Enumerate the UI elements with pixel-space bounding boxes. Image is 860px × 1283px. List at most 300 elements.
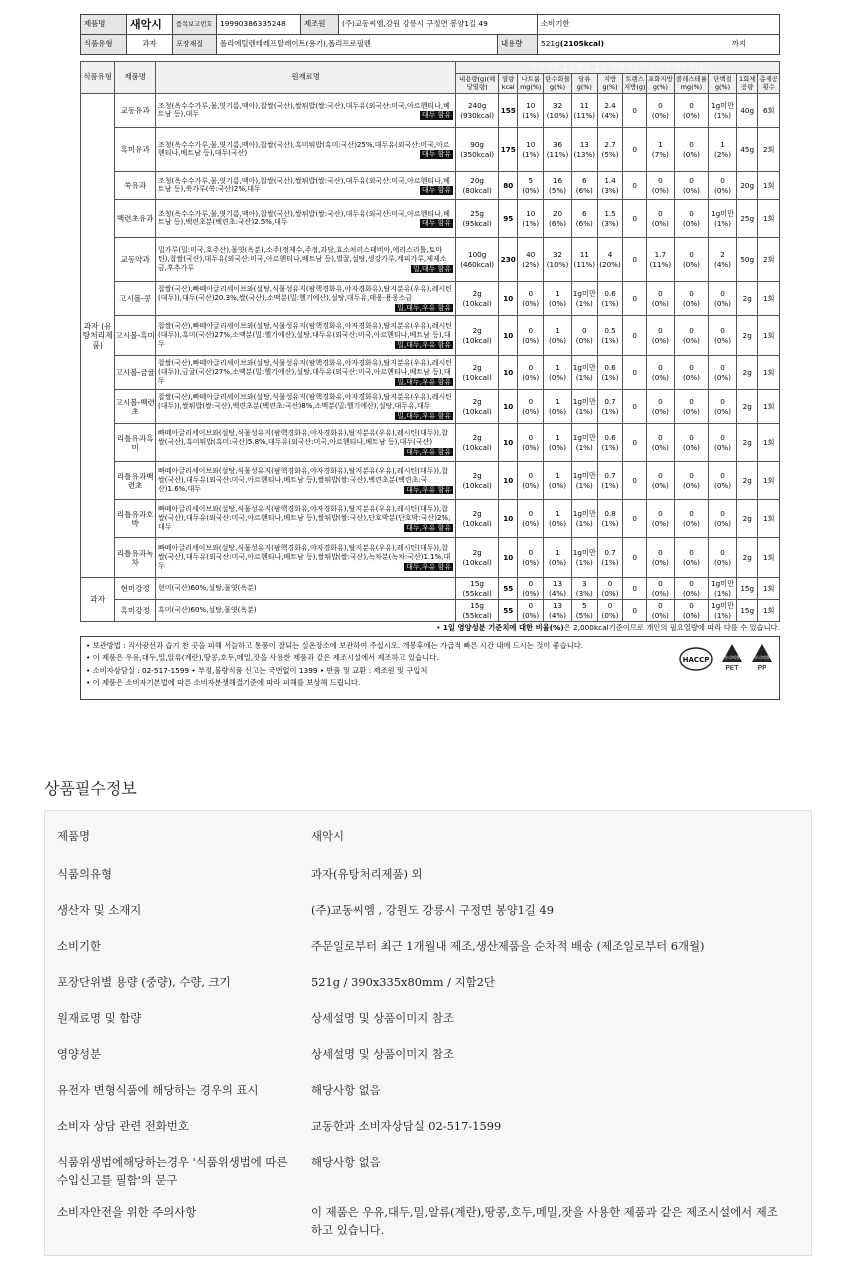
carb-cell <box>544 316 572 356</box>
fat-cell-sub: (3%) <box>601 218 619 228</box>
content-cell <box>456 200 499 238</box>
protein-cell-value: 0 <box>720 433 725 443</box>
sat-fat-cell-sub: (0%) <box>651 588 669 598</box>
nutrition-table <box>80 61 780 622</box>
content-cell <box>456 424 499 462</box>
report-no: 19990386335248 <box>217 15 301 35</box>
sodium-cell-sub: (0%) <box>522 480 540 490</box>
product-row <box>81 200 780 238</box>
carb-cell-value: 13 <box>552 601 563 611</box>
nutrition-col-head: 콜레스테롤mg(%) <box>674 74 708 94</box>
sugar-cell-sub: (1%) <box>575 372 593 382</box>
sat-fat-cell-value: 0 <box>658 397 663 407</box>
sat-fat-cell <box>646 356 674 390</box>
carb-cell <box>544 600 572 622</box>
cholesterol-cell-sub: (0%) <box>682 557 700 567</box>
sugar-cell <box>571 424 597 462</box>
fat-cell <box>597 356 623 390</box>
sodium-cell-value: 0 <box>528 548 534 558</box>
serving-cell: 20g <box>736 172 757 200</box>
recycle-icon <box>721 643 743 663</box>
protein-cell-sub: (0%) <box>714 557 732 567</box>
sat-fat-cell-value: 0 <box>658 433 663 443</box>
product-row <box>81 500 780 538</box>
cholesterol-cell-value: 0 <box>689 601 694 611</box>
sugar-cell-sub: (11%) <box>573 259 596 269</box>
sodium-cell <box>518 316 544 356</box>
trans-fat-cell: 0 <box>623 500 647 538</box>
fat-cell <box>597 600 623 622</box>
content-cell <box>456 356 499 390</box>
sodium-cell <box>518 282 544 316</box>
content-cell-sub: (10kcal) <box>462 298 492 308</box>
protein-cell <box>709 600 737 622</box>
protein-cell-value: 0 <box>720 289 725 299</box>
footnote-bold: 1일 영양성분 기준치에 대한 비율(%) <box>442 623 564 633</box>
carb-cell <box>544 200 572 238</box>
sugar-cell-sub: (5%) <box>575 610 593 620</box>
cholesterol-cell-sub: (0%) <box>682 185 700 195</box>
cholesterol-cell <box>674 282 708 316</box>
product-name-cell: 고시볼-백련초 <box>115 390 156 424</box>
ingredients-text: 찹쌀(국산),빠떼아글리세이브와(설탕,식물성유지(팜핵경화유,야자경화유),탈지분유(우유),레시틴(대두)),금귤(국산)27%,소맥분(밀:헬기에산),설탕,대두유(외국산:미국,아르헨티나,베트남 등),대두 <box>158 359 452 385</box>
protein-cell-sub: (0%) <box>714 442 732 452</box>
sugar-cell-value: 1g미만 <box>572 548 596 558</box>
fat-cell-value: 4 <box>607 250 613 260</box>
sat-fat-cell-sub: (0%) <box>651 372 669 382</box>
sodium-cell-sub: (1%) <box>522 149 540 159</box>
content-cell-value: 2g <box>472 397 482 407</box>
content-cell <box>456 238 499 282</box>
protein-cell <box>709 94 737 128</box>
ingredients-text: 빠떼아글리세이브와(설탕,식물성유지(팜핵경화유,야자경화유),탈지분유(우유),레시틴(대두)),찹쌀(국산),대두유(외국산:미국,아르헨티나,베트남 등),쌀튀밥(쌀:국산),단호박분(단호박:국산)2%,대두 <box>158 505 451 531</box>
info-label: 원재료명 및 함량 <box>57 1011 142 1025</box>
info-value: 새악시 <box>311 829 345 843</box>
sat-fat-cell-value: 0 <box>658 289 663 299</box>
sodium-cell-sub: (1%) <box>522 110 540 120</box>
sodium-cell-value: 0 <box>528 579 534 589</box>
sat-fat-cell-sub: (11%) <box>649 259 672 269</box>
content-cell-sub: (55kcal) <box>462 588 492 598</box>
food-type-cell: 과자 (유탕처리제품) <box>81 94 115 578</box>
sodium-cell-value: 10 <box>526 101 536 111</box>
sodium-cell-value: 0 <box>528 363 534 373</box>
ingredients-text: 빠떼아글리세이브와(설탕,식물성유지(팜핵경화유,야자경화유),탈지분유(우유),레시틴(대두)),찹쌀(국산),흑미튀밥(흑미:국산)5.8%,대두유(외국산:미국,아르헨티나,베트남 등),대두(국산) <box>158 429 448 446</box>
sugar-cell-sub: (6%) <box>575 185 593 195</box>
ingredients-text: 밀가루(밀:미국,호주산),물엿(옥분),소주(정제수,주정,과당,효소처리스테비아,에리스리톨,토마틴),찹쌀(국산),대두유(외국산:미국,아르헨티나,베트남 등),벌꿀,설탕,생강가루,계피가루,제제소금,후추가루 <box>158 246 447 272</box>
product-name-label: 제품명 <box>81 15 127 35</box>
sugar-cell-sub: (0%) <box>575 335 593 345</box>
trans-fat-cell: 0 <box>623 282 647 316</box>
nutrition-col-head: 지방g(%) <box>597 74 623 94</box>
cholesterol-cell <box>674 538 708 578</box>
sat-fat-cell-sub: (0%) <box>651 557 669 567</box>
sat-fat-cell <box>646 538 674 578</box>
ingredients-text: 찹쌀(국산),빠떼아글리세이브와(설탕,식물성유지(팜핵경화유,야자경화유),탈지분유(우유),레시틴(대두)),흑미(국산)27%,소맥분(밀:헬기에산),설탕,대두유(외국산:미국,아르헨티나,베트남 등),대두 <box>158 322 452 348</box>
sat-fat-cell-sub: (0%) <box>651 335 669 345</box>
carb-cell-sub: (0%) <box>549 557 567 567</box>
protein-cell-value: 1g미만 <box>711 101 735 111</box>
sugar-cell-value: 1g미만 <box>572 471 596 481</box>
fat-cell-sub: (1%) <box>601 335 619 345</box>
content-cell-sub: (350kcal) <box>460 149 495 159</box>
volume-plain: 521g <box>541 39 560 49</box>
fat-cell <box>597 128 623 172</box>
sodium-cell-sub: (0%) <box>522 406 540 416</box>
cholesterol-cell-sub: (0%) <box>682 218 700 228</box>
cholesterol-cell-sub: (0%) <box>682 149 700 159</box>
kcal-cell: 55 <box>499 578 518 600</box>
nutrition-label <box>80 14 780 744</box>
serving-cell: 50g <box>736 238 757 282</box>
ingredients-cell <box>156 600 456 622</box>
sugar-cell-sub: (13%) <box>573 149 596 159</box>
content-cell-value: 100g <box>468 250 487 260</box>
info-label: 영양성분 <box>57 1047 102 1061</box>
fat-cell-sub: (1%) <box>601 406 619 416</box>
fat-cell-value: 0 <box>607 579 613 589</box>
carb-cell-value: 1 <box>555 326 560 336</box>
ingredients-cell <box>156 390 456 424</box>
servings-total-cell: 1회 <box>758 538 780 578</box>
allergy-badge: 대두 함유 <box>421 186 452 195</box>
sugar-cell-value: 1g미만 <box>572 433 596 443</box>
sat-fat-cell <box>646 94 674 128</box>
protein-cell-value: 1g미만 <box>711 601 735 611</box>
kcal-cell: 55 <box>499 600 518 622</box>
trans-fat-cell: 0 <box>623 94 647 128</box>
food-type-cell: 과자 <box>81 578 115 622</box>
carb-cell-value: 1 <box>555 548 560 558</box>
expiry-value: 까지 <box>731 39 746 49</box>
allergy-badge: 대두 함유 <box>421 111 452 120</box>
ingredients-head: 원재료명 <box>156 62 456 94</box>
kcal-cell: 10 <box>499 356 518 390</box>
carb-cell-sub: (6%) <box>549 218 567 228</box>
cert-marks <box>679 643 773 675</box>
fat-cell <box>597 282 623 316</box>
type-label: 식품유형 <box>81 35 127 55</box>
sugar-cell <box>571 390 597 424</box>
ingredients-text: 찹쌀(국산),빠떼아글리세이브와(설탕,식물성유지(팜핵경화유,야자경화유),탈지분유(우유),레시틴(대두)),쌀튀밥(쌀:국산),백련초분(백련초:국산)8%,소맥분(밀:헬기에산),설탕,대두유,대두 <box>158 393 452 410</box>
info-value: 교동한과 소비자상담실 02-517-1599 <box>311 1119 502 1133</box>
servings-total-cell: 1회 <box>758 282 780 316</box>
product-name-cell: 고시볼-금귤 <box>115 356 156 390</box>
pack-value: 폴리에틸렌테레프탈레이트(용기),폴리프로필렌 <box>217 35 498 55</box>
protein-cell <box>709 238 737 282</box>
fat-cell <box>597 462 623 500</box>
sodium-cell-value: 40 <box>526 250 536 260</box>
cholesterol-cell-value: 0 <box>689 209 694 219</box>
sat-fat-cell-value: 0 <box>658 601 663 611</box>
cholesterol-cell <box>674 356 708 390</box>
content-cell-value: 15g <box>470 601 484 611</box>
content-cell-sub: (460kcal) <box>460 259 495 269</box>
pet-mark <box>721 643 743 675</box>
trans-fat-cell: 0 <box>623 200 647 238</box>
kcal-cell: 95 <box>499 200 518 238</box>
content-cell-value: 2g <box>472 433 482 443</box>
product-row <box>81 390 780 424</box>
servings-total-cell: 1회 <box>758 462 780 500</box>
sodium-cell-value: 0 <box>528 471 534 481</box>
content-cell-sub: (930kcal) <box>460 110 495 120</box>
carb-cell-sub: (0%) <box>549 298 567 308</box>
cholesterol-cell-value: 0 <box>689 176 694 186</box>
sodium-cell <box>518 94 544 128</box>
serving-cell: 2g <box>736 282 757 316</box>
fat-cell-sub: (20%) <box>599 259 621 269</box>
content-cell <box>456 578 499 600</box>
kcal-cell: 175 <box>499 128 518 172</box>
carb-cell-sub: (5%) <box>549 185 567 195</box>
sodium-cell-value: 0 <box>528 397 534 407</box>
servings-total-cell: 2회 <box>758 128 780 172</box>
sugar-cell-sub: (6%) <box>575 218 593 228</box>
servings-total-cell: 1회 <box>758 172 780 200</box>
nutrition-col-head: 단백질g(%) <box>709 74 737 94</box>
sodium-cell <box>518 390 544 424</box>
serving-cell: 2g <box>736 538 757 578</box>
serving-cell: 2g <box>736 316 757 356</box>
sat-fat-cell <box>646 500 674 538</box>
protein-cell-value: 0 <box>720 326 725 336</box>
content-cell <box>456 128 499 172</box>
content-cell-value: 2g <box>472 471 482 481</box>
sodium-cell-sub: (0%) <box>522 518 540 528</box>
pack-label: 포장재질 <box>173 35 217 55</box>
allergy-badge: 밀,대두,우유 함유 <box>397 303 452 312</box>
ingredients-cell <box>156 356 456 390</box>
content-cell-sub: (95kcal) <box>462 218 492 228</box>
kcal-cell: 10 <box>499 500 518 538</box>
sugar-cell-sub: (1%) <box>575 442 593 452</box>
fat-cell-value: 0.6 <box>604 433 616 443</box>
cholesterol-cell-value: 0 <box>689 363 694 373</box>
sugar-cell <box>571 462 597 500</box>
sat-fat-cell-sub: (0%) <box>651 110 669 120</box>
protein-cell-sub: (2%) <box>714 149 732 159</box>
carb-cell <box>544 500 572 538</box>
carb-cell-sub: (0%) <box>549 518 567 528</box>
fat-cell-value: 0.6 <box>604 289 616 299</box>
fat-cell <box>597 172 623 200</box>
fat-cell-sub: (1%) <box>601 480 619 490</box>
sugar-cell-value: 1g미만 <box>572 397 596 407</box>
fat-cell-value: 0.6 <box>604 363 616 373</box>
content-cell <box>456 390 499 424</box>
protein-cell <box>709 200 737 238</box>
sodium-cell-value: 10 <box>526 209 536 219</box>
sat-fat-cell <box>646 390 674 424</box>
nutrition-col-head: 트랜스지방(g) <box>623 74 647 94</box>
sugar-cell-sub: (1%) <box>575 406 593 416</box>
protein-cell-sub: (1%) <box>714 218 732 228</box>
product-row <box>81 238 780 282</box>
ingredients-text: 빠떼아글리세이브와(설탕,식물성유지(팜핵경화유,야자경화유),탈지분유(우유),레시틴(대두)),찹쌀(국산),대두유(외국산:미국,아르헨티나,베트남 등),쌀튀밥(쌀:국산),녹차분(녹차:국산)1.1%,대두 <box>158 544 451 570</box>
sugar-cell-value: 11 <box>579 250 589 260</box>
protein-cell <box>709 172 737 200</box>
sat-fat-cell <box>646 600 674 622</box>
sodium-cell <box>518 356 544 390</box>
sugar-cell <box>571 94 597 128</box>
sat-fat-cell <box>646 316 674 356</box>
product-row <box>81 172 780 200</box>
cholesterol-cell <box>674 128 708 172</box>
nutrition-col-head: 총제공횟수 <box>758 74 780 94</box>
sodium-cell <box>518 600 544 622</box>
content-cell <box>456 500 499 538</box>
protein-cell <box>709 538 737 578</box>
protein-cell-value: 0 <box>720 509 725 519</box>
sat-fat-cell <box>646 462 674 500</box>
serving-cell: 40g <box>736 94 757 128</box>
cholesterol-cell-sub: (0%) <box>682 259 700 269</box>
sugar-cell <box>571 538 597 578</box>
sat-fat-cell-sub: (0%) <box>651 298 669 308</box>
sugar-cell <box>571 128 597 172</box>
sugar-cell-value: 6 <box>582 176 587 186</box>
carb-cell-value: 1 <box>555 289 560 299</box>
protein-cell-value: 0 <box>720 397 725 407</box>
sodium-cell-sub: (2%) <box>522 259 540 269</box>
info-label: 소비자안전을 위한 주의사항 <box>57 1205 197 1219</box>
servings-total-cell: 6회 <box>758 94 780 128</box>
sat-fat-cell-sub: (0%) <box>651 218 669 228</box>
product-name-cell: 리틀유과백련초 <box>115 462 156 500</box>
allergy-badge: 대두,우유 함유 <box>406 447 452 456</box>
carb-cell-value: 1 <box>555 397 560 407</box>
sodium-cell-value: 5 <box>528 176 534 186</box>
sugar-cell-sub: (1%) <box>575 557 593 567</box>
sat-fat-cell-value: 0 <box>658 101 663 111</box>
info-value: 상세설명 및 상품이미지 참조 <box>311 1047 454 1061</box>
carb-cell-value: 16 <box>552 176 563 186</box>
protein-cell-value: 1 <box>720 140 725 150</box>
kcal-cell: 10 <box>499 282 518 316</box>
sat-fat-cell-value: 0 <box>658 209 663 219</box>
sat-fat-cell <box>646 128 674 172</box>
sugar-cell-value: 11 <box>579 101 589 111</box>
fat-cell-value: 0.7 <box>604 548 616 558</box>
sat-fat-cell-value: 0 <box>658 509 663 519</box>
fat-cell <box>597 238 623 282</box>
haccp-icon <box>679 647 713 671</box>
sugar-cell-value: 1g미만 <box>572 363 596 373</box>
trans-fat-cell: 0 <box>623 356 647 390</box>
cholesterol-cell-value: 0 <box>689 509 694 519</box>
cholesterol-cell-sub: (0%) <box>682 442 700 452</box>
carb-cell-sub: (0%) <box>549 442 567 452</box>
protein-cell-value: 0 <box>720 363 725 373</box>
allergy-badge: 대두 함유 <box>421 150 452 159</box>
fat-cell <box>597 578 623 600</box>
product-row <box>81 578 780 600</box>
protein-cell <box>709 316 737 356</box>
protein-cell <box>709 128 737 172</box>
sugar-cell <box>571 500 597 538</box>
sodium-cell <box>518 578 544 600</box>
footnote: • 1일 영양성분 기준치에 대한 비율(%)은 2,000kcal기준이므로 개인의 필요열량에 따라 다를 수 있습니다. <box>436 623 780 633</box>
product-name-cell: 현미강정 <box>115 578 156 600</box>
servings-total-cell: 1회 <box>758 600 780 622</box>
sugar-cell-value: 5 <box>582 601 587 611</box>
ingredients-text: 조청(옥수수가루,물,엿기름,맥아),찹쌀(국산),흑미튀밥(흑미:국산)25%,대두유(외국산:미국,아르헨티나,베트남 등),대두(국산) <box>158 140 450 158</box>
expiry-label: 소비기한 <box>538 15 780 35</box>
product-name-cell: 리틀유과흑미 <box>115 424 156 462</box>
trans-fat-cell: 0 <box>623 128 647 172</box>
cholesterol-cell-value: 0 <box>689 101 694 111</box>
product-name-cell: 쑥유과 <box>115 172 156 200</box>
servings-total-cell: 1회 <box>758 424 780 462</box>
pp-mark <box>751 643 773 675</box>
svg-text:분리배출: 분리배출 <box>724 655 740 661</box>
nutrition-title: 영양정보 1포장당, 1일 영양성분기준치에 대한 비율 <box>456 62 780 74</box>
protein-cell <box>709 500 737 538</box>
fat-cell <box>597 316 623 356</box>
info-value: (주)교동씨엠 , 강원도 강릉시 구정면 봉양1길 49 <box>311 903 555 917</box>
sodium-cell-value: 0 <box>528 289 534 299</box>
sugar-cell <box>571 578 597 600</box>
volume-label: 내용량 <box>498 35 538 55</box>
protein-cell <box>709 282 737 316</box>
sugar-cell <box>571 172 597 200</box>
carb-cell-sub: (10%) <box>546 259 569 269</box>
carb-cell-sub: (0%) <box>549 406 567 416</box>
carb-cell-sub: (11%) <box>546 149 569 159</box>
allergy-badge: 밀,대두,우유 함유 <box>397 411 452 420</box>
trans-fat-cell: 0 <box>623 424 647 462</box>
sodium-cell-value: 0 <box>528 433 534 443</box>
sugar-cell-sub: (3%) <box>575 588 593 598</box>
product-name-cell: 고시볼-콩 <box>115 282 156 316</box>
carb-cell <box>544 538 572 578</box>
fat-cell-sub: (1%) <box>601 372 619 382</box>
kcal-cell: 10 <box>499 462 518 500</box>
servings-total-cell: 1회 <box>758 316 780 356</box>
servings-total-cell: 1회 <box>758 356 780 390</box>
allergy-badge: 대두,우유 함유 <box>406 562 452 571</box>
info-label: 생산자 및 소재지 <box>57 903 142 917</box>
sodium-cell-sub: (0%) <box>522 588 540 598</box>
cholesterol-cell-sub: (0%) <box>682 610 700 620</box>
carb-cell-value: 32 <box>552 250 563 260</box>
protein-cell-value: 0 <box>720 471 725 481</box>
product-name-cell: 리틀유과호박 <box>115 500 156 538</box>
cholesterol-cell-sub: (0%) <box>682 406 700 416</box>
fat-cell-sub: (0%) <box>601 588 619 598</box>
content-cell-sub: (10kcal) <box>462 335 492 345</box>
sodium-cell-sub: (1%) <box>522 218 540 228</box>
cholesterol-cell-value: 0 <box>689 397 694 407</box>
cholesterol-cell-sub: (0%) <box>682 298 700 308</box>
carb-cell-sub: (0%) <box>549 480 567 490</box>
nutrition-col-head: 나트륨mg(%) <box>518 74 544 94</box>
cholesterol-cell <box>674 316 708 356</box>
serving-cell: 15g <box>736 578 757 600</box>
volume-and-expiry <box>538 35 780 55</box>
fat-cell-value: 2.4 <box>604 101 616 111</box>
product-name-cell: 흑미유과 <box>115 128 156 172</box>
protein-cell-value: 0 <box>720 176 725 186</box>
protein-cell-sub: (4%) <box>714 259 732 269</box>
cholesterol-cell <box>674 424 708 462</box>
ingredients-cell <box>156 94 456 128</box>
fat-cell-sub: (1%) <box>601 518 619 528</box>
info-label: 소비기한 <box>57 939 102 953</box>
info-label: 소비자 상담 관련 전화번호 <box>57 1119 189 1133</box>
svg-text:HACCP: HACCP <box>682 656 710 665</box>
